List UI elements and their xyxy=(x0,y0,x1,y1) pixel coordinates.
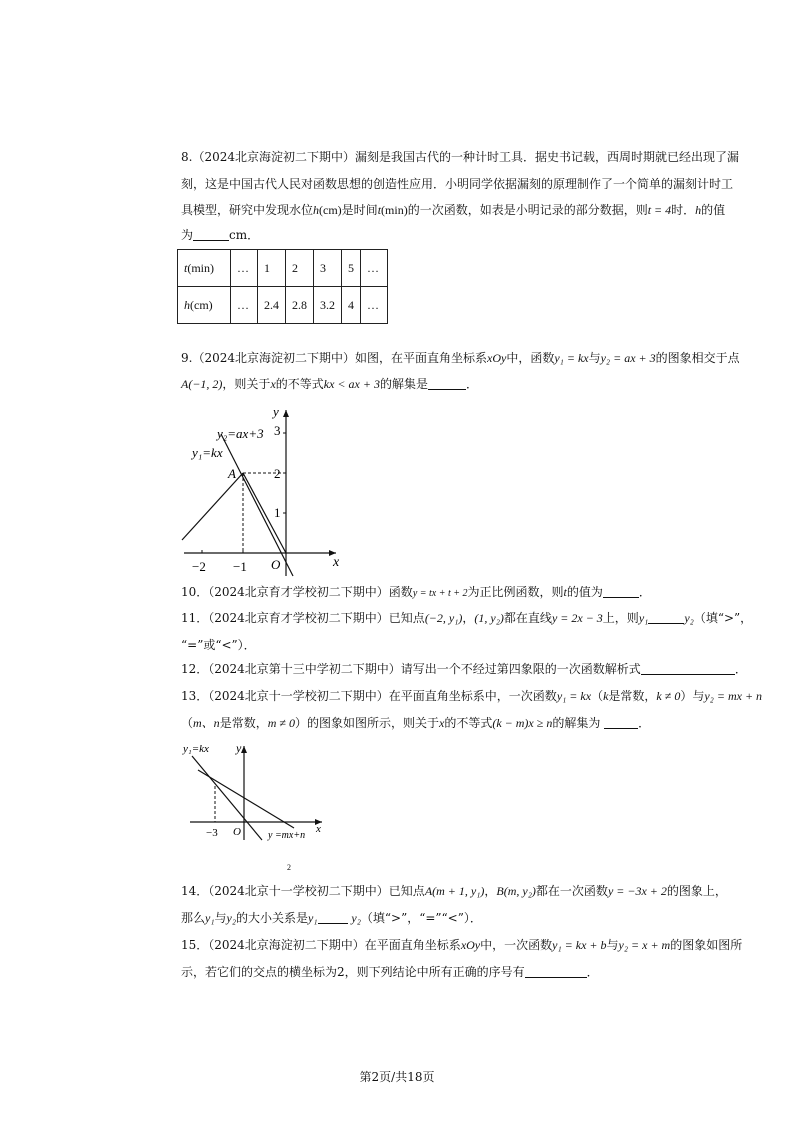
q13-label-m3: −3 xyxy=(206,827,218,839)
q15-line1 xyxy=(181,934,757,957)
q14-text-c: 的图象上， xyxy=(666,884,727,898)
q9-tick-label-y: 1 xyxy=(274,505,281,520)
q8-text4a: 为 xyxy=(181,228,194,242)
q8-text3e: 的值 xyxy=(701,203,726,217)
q13-var-mn: m、n xyxy=(193,716,220,730)
q8-text1: 8.（2024北京海淀初二下期中）漏刻是我国古代的一种计时工具．据史书记载，西周时期就已经出现了漏 xyxy=(181,150,739,164)
q13-line1 xyxy=(181,685,763,708)
q8-var-t: t xyxy=(377,203,382,217)
q13-text-2c: ）的图象如图所示，则关于 xyxy=(294,716,439,730)
q15-xoy: xOy xyxy=(460,938,481,952)
table-cell: … xyxy=(231,287,258,324)
q14-text-a: 14．（2024北京十一学校初二下期中）已知点 xyxy=(181,884,425,898)
q8-data-table xyxy=(177,249,388,324)
q8-text3c: 的一次函数，如表是小明记录的部分数据，则 xyxy=(407,203,648,217)
table-header-t xyxy=(178,250,231,287)
q11-text-a: 11．（2024北京育才学校初二下期中）已知点 xyxy=(181,611,425,625)
q9-y-arrow xyxy=(283,410,289,417)
q8-line3 xyxy=(181,199,757,222)
q9-xoy: xOy xyxy=(487,351,507,365)
q10-func: y = tx + t + 2 xyxy=(412,588,468,599)
q13-y-arrow xyxy=(241,746,247,753)
page-mark: 2 xyxy=(287,863,291,872)
table-header-h-unit: (cm) xyxy=(190,297,213,312)
q14-sep: ， xyxy=(484,884,497,898)
q9-text1b: 中，函数 xyxy=(506,351,555,365)
q8-text4b: cm． xyxy=(229,228,260,242)
q10-var-t: t xyxy=(563,585,567,599)
q9-tick-label-y: 2 xyxy=(274,466,281,481)
q11-answer-blank[interactable] xyxy=(648,609,684,624)
q8-text3a: 具模型，研究中发现水位 xyxy=(181,203,314,217)
q11-y1: y₁ xyxy=(638,611,649,625)
q13-text-2a: （ xyxy=(181,716,194,730)
q8-text3b: 是时间 xyxy=(341,203,378,217)
q8-var-h2: h xyxy=(695,203,702,217)
table-cell: 2.8 xyxy=(286,287,314,324)
q13-text-2d: 的不等式 xyxy=(444,716,493,730)
q9-text1a: 9.（2024北京海淀初二下期中）如图，在平面直角坐标系 xyxy=(181,351,487,365)
table-header-t-unit: (min) xyxy=(187,260,215,275)
q9-label-x: x xyxy=(333,555,340,570)
q14-text-b: 都在一次函数 xyxy=(535,884,608,898)
table-header-h xyxy=(178,287,231,324)
q13-line-y2 xyxy=(198,770,294,828)
q13-label-y2: y =mx+n xyxy=(268,830,306,841)
q12-answer-blank[interactable] xyxy=(641,660,735,675)
q9-var-x: x xyxy=(270,377,276,391)
q13-cond2: m ≠ 0 xyxy=(267,716,295,730)
q9-line-y1 xyxy=(182,473,243,540)
q9-label-O: O xyxy=(271,557,281,572)
q14-y1-b: y₁ xyxy=(308,911,318,925)
q13-text-2e: 的解集为 xyxy=(552,716,601,730)
q11-point1: (−2, y₁) xyxy=(424,611,463,625)
table-row xyxy=(178,250,388,287)
q9-inequality: kx < ax + 3 xyxy=(323,377,380,391)
q9-line-y2 xyxy=(221,434,293,576)
q14-text-2b: 的大小关系是 xyxy=(236,911,309,925)
table-cell: 1 xyxy=(258,250,286,287)
q8-text3d: 时． xyxy=(671,203,696,217)
q14-and: 与 xyxy=(214,911,227,925)
q15-text-a: 15．（2024北京海淀初二下期中）在平面直角坐标系 xyxy=(181,938,461,952)
q15-line2: 示，若它们的交点的横坐标为2，则下列结论中所有正确的序号有 ． xyxy=(181,965,599,979)
q11-text-line2: “=”或“<”）． xyxy=(181,638,256,652)
q11-sep: ， xyxy=(462,611,475,625)
table-header-t-var: t xyxy=(184,260,188,275)
q13-func1: y₁ = kx xyxy=(556,689,592,703)
q13-inequality: (k − m)x ≥ n xyxy=(492,716,553,730)
q8-var-h: h xyxy=(313,203,320,217)
q15-text-b: 中，一次函数 xyxy=(480,938,553,952)
q10-line: 10．（2024北京育才学校初二下期中）函数y = tx + t + 2为正比例函数，则t的值为 ． xyxy=(181,585,651,599)
q13-func2: y₂ = mx + n xyxy=(704,689,763,703)
q9-label-A: A xyxy=(228,466,236,481)
q13-label-x: x xyxy=(316,823,321,835)
q11-point2: (1, y₂) xyxy=(474,611,504,625)
q15-text-d: 的图象如图所 xyxy=(670,938,743,952)
q9-text2a: ，则关于 xyxy=(222,377,271,391)
q15-answer-blank[interactable] xyxy=(525,963,587,978)
q9-text1d: 的图象相交于点 xyxy=(655,351,740,365)
q9-answer-blank[interactable] xyxy=(428,375,466,390)
q8-text2: 刻，这是中国古代人民对函数思想的创造性应用．小明同学依据漏刻的原理制作了一个简单的漏刻计时工 xyxy=(181,177,734,191)
q13-label-O: O xyxy=(233,826,241,838)
table-cell: … xyxy=(361,287,388,324)
q13-var-x: x xyxy=(438,716,445,730)
q14-y1: y₁ xyxy=(205,911,215,925)
q9-text2b: 的不等式 xyxy=(275,377,324,391)
q10-answer-blank[interactable] xyxy=(603,583,639,598)
q15-text-line2: 示，若它们的交点的横坐标为2，则下列结论中所有正确的序号有 xyxy=(181,965,525,979)
q9-tick-label-x: −2 xyxy=(192,559,206,574)
q15-func1: y₁ = kx + b xyxy=(552,938,607,952)
q8-answer-blank[interactable] xyxy=(193,226,229,241)
q8-unit-cm: (cm) xyxy=(319,203,342,217)
q9-label-y: y xyxy=(273,404,279,419)
q11-y2: y₂ xyxy=(684,611,694,625)
q14-y2-b: y₂ xyxy=(351,911,361,925)
q11-text-c: 上，则 xyxy=(602,611,639,625)
q9-func2: y₂ = ax + 3 xyxy=(600,351,656,365)
q9-label-y1: y₁=kx xyxy=(192,445,223,460)
table-cell: 2 xyxy=(286,250,314,287)
table-row xyxy=(178,287,388,324)
table-cell: 4 xyxy=(342,287,361,324)
q9-graph xyxy=(176,404,356,580)
q9-text1c: 与 xyxy=(588,351,601,365)
q12-line: 12．（2024北京第十三中学初二下期中）请写出一个不经过第四象限的一次函数解析式 ． xyxy=(181,662,747,676)
table-header-h-var: h xyxy=(184,297,190,312)
q11-line2 xyxy=(181,634,757,657)
q14-func: y = −3x + 2 xyxy=(607,884,667,898)
table-cell: 3.2 xyxy=(314,287,342,324)
q11-text-b: 都在直线 xyxy=(503,611,552,625)
q13-text-b: （ xyxy=(591,689,604,703)
q14-point-B: B(m, y₂) xyxy=(496,884,536,898)
q13-var-k: k xyxy=(603,689,609,703)
q13-label-y: y xyxy=(236,741,242,755)
q13-line-y1 xyxy=(192,756,262,840)
q15-text-c: 与 xyxy=(606,938,619,952)
q10-text-c: 的值为 xyxy=(566,585,603,599)
q13-cond1: k ≠ 0 xyxy=(656,689,681,703)
q9-text2c: 的解集是 xyxy=(379,377,428,391)
table-cell: 2.4 xyxy=(258,287,286,324)
q12-text: 12．（2024北京第十三中学初二下期中）请写出一个不经过第四象限的一次函数解析式 xyxy=(181,662,641,676)
q11-line-eq: y = 2x − 3 xyxy=(551,611,603,625)
q9-point-A: A(−1, 2) xyxy=(181,377,223,391)
q14-y2: y₂ xyxy=(226,911,237,925)
page-footer: 第2页/共18页 xyxy=(359,1070,435,1084)
q8-line1 xyxy=(181,146,757,169)
q9-line2: A(−1, 2)，则关于x的不等式kx < ax + 3的解集是 ． xyxy=(181,377,478,391)
q15-func2: y₂ = x + m xyxy=(618,938,671,952)
q13-text-2b: 是常数， xyxy=(219,716,268,730)
q13-text-a: 13．（2024北京十一学校初二下期中）在平面直角坐标系中，一次函数 xyxy=(181,689,557,703)
q14-text-2c: （填“>”，“=”“<”）． xyxy=(360,911,482,925)
q14-line2 xyxy=(181,907,757,930)
q10-text-b: 为正比例函数，则 xyxy=(467,585,564,599)
q9-func1: y₁ = kx xyxy=(554,351,589,365)
q14-answer-blank[interactable] xyxy=(318,909,348,924)
q8-unit-min: (min) xyxy=(381,203,408,217)
q14-text-2a: 那么 xyxy=(181,911,206,925)
q13-graph xyxy=(180,740,330,844)
table-cell: … xyxy=(361,250,388,287)
q8-eq-t4: t = 4 xyxy=(647,203,672,217)
q11-text-d: （填“>”， xyxy=(693,611,753,625)
q9-line1 xyxy=(181,347,757,370)
q14-point-A: A(m + 1, y₁) xyxy=(424,884,485,898)
q13-text-c: 是常数， xyxy=(608,689,657,703)
q8-line4 xyxy=(181,224,757,247)
table-cell: … xyxy=(231,250,258,287)
q9-label-y2: y₂=ax+3 xyxy=(217,426,264,441)
q14-line1 xyxy=(181,880,757,903)
table-cell: 5 xyxy=(342,250,361,287)
table-cell: 3 xyxy=(314,250,342,287)
q9-tick-label-y: 3 xyxy=(274,423,281,438)
q13-text-d: ）与 xyxy=(680,689,705,703)
q9-tick-label-x: −1 xyxy=(233,559,247,574)
q13-line2: （m、n是常数，m ≠ 0）的图象如图所示，则关于x的不等式(k − m)x ≥ n的解集为 ． xyxy=(181,716,651,730)
q13-label-y1: y₁=kx xyxy=(183,743,209,755)
q8-line2 xyxy=(181,173,757,196)
q11-line1 xyxy=(181,607,757,630)
q13-answer-blank[interactable] xyxy=(604,714,638,729)
q10-text-a: 10．（2024北京育才学校初二下期中）函数 xyxy=(181,585,413,599)
